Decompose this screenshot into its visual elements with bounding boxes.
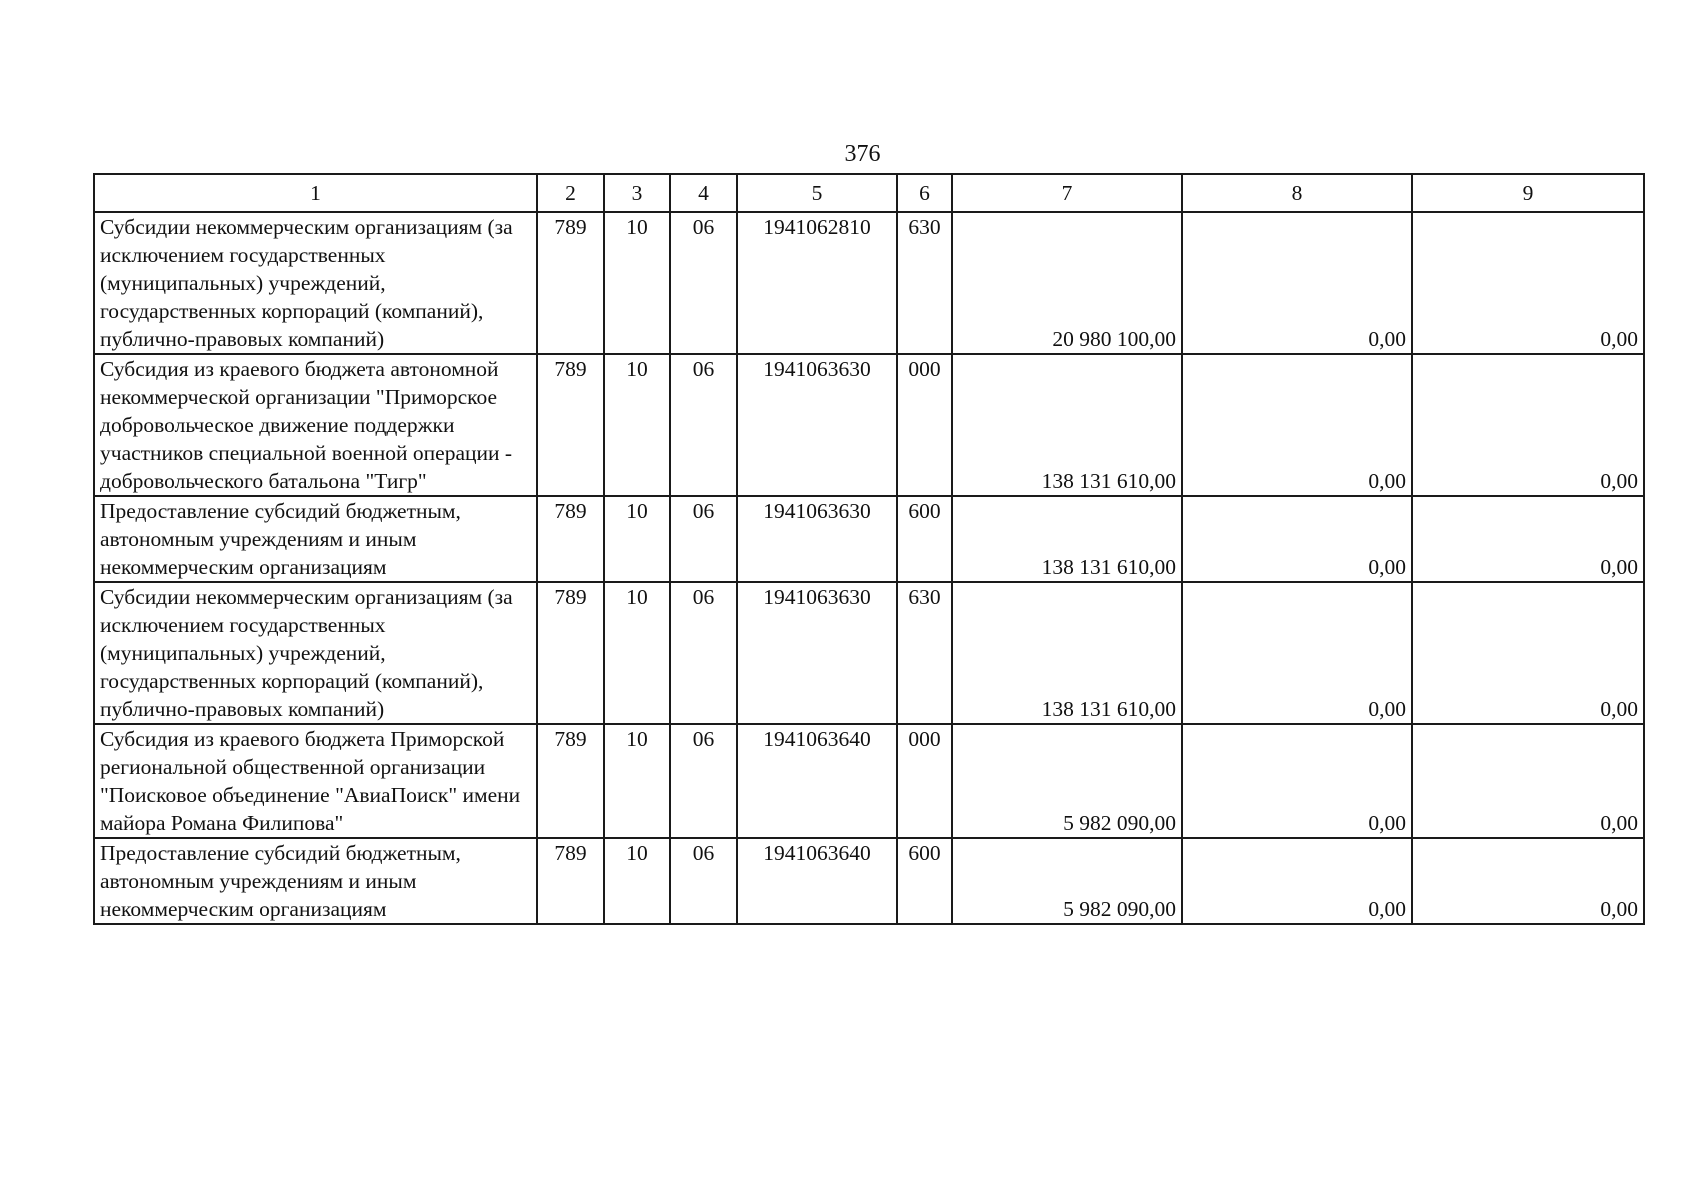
row-code-subsection: 06 (670, 582, 737, 724)
table-row (94, 724, 1644, 838)
header-cell-6: 6 (897, 174, 952, 212)
row-name: Субсидии некоммерческим организациям (за исключением государственных (муниципальных) учреждений, государственных корпораций (компаний), публично-правовых компаний) (94, 212, 537, 354)
row-name: Субсидия из краевого бюджета Приморской региональной общественной организации "Поисковое объединение "АвиаПоиск" имени майора Романа Филипова" (94, 724, 537, 838)
row-sum-7: 138 131 610,00 (952, 496, 1182, 582)
row-sum-9: 0,00 (1412, 212, 1644, 354)
row-sum-9: 0,00 (1412, 724, 1644, 838)
header-row (94, 174, 1644, 212)
header-cell-5: 5 (737, 174, 897, 212)
row-code-section: 10 (604, 582, 670, 724)
row-sum-7: 20 980 100,00 (952, 212, 1182, 354)
row-code-section: 10 (604, 496, 670, 582)
row-sum-8: 0,00 (1182, 496, 1412, 582)
header-cell-1: 1 (94, 174, 537, 212)
row-code-section: 10 (604, 724, 670, 838)
page-number: 376 (844, 141, 881, 167)
row-sum-8: 0,00 (1182, 724, 1412, 838)
row-sum-9: 0,00 (1412, 354, 1644, 496)
table-row (94, 496, 1644, 582)
row-sum-8: 0,00 (1182, 838, 1412, 924)
row-code-article: 1941062810 (737, 212, 897, 354)
row-sum-8: 0,00 (1182, 212, 1412, 354)
header-cell-3: 3 (604, 174, 670, 212)
row-sum-7: 5 982 090,00 (952, 838, 1182, 924)
row-code-expense-type: 000 (897, 724, 952, 838)
row-code-expense-type: 630 (897, 212, 952, 354)
row-code-ministry: 789 (537, 724, 604, 838)
row-sum-9: 0,00 (1412, 582, 1644, 724)
row-code-article: 1941063630 (737, 496, 897, 582)
row-name: Предоставление субсидий бюджетным, автономным учреждениям и иным некоммерческим организациям (94, 838, 537, 924)
header-cell-4: 4 (670, 174, 737, 212)
row-sum-8: 0,00 (1182, 354, 1412, 496)
row-sum-7: 138 131 610,00 (952, 582, 1182, 724)
row-code-section: 10 (604, 354, 670, 496)
row-code-section: 10 (604, 212, 670, 354)
row-code-article: 1941063640 (737, 724, 897, 838)
header-cell-7: 7 (952, 174, 1182, 212)
row-code-ministry: 789 (537, 212, 604, 354)
row-code-ministry: 789 (537, 354, 604, 496)
row-code-subsection: 06 (670, 212, 737, 354)
table-row (94, 582, 1644, 724)
row-sum-9: 0,00 (1412, 496, 1644, 582)
row-code-expense-type: 600 (897, 838, 952, 924)
row-sum-8: 0,00 (1182, 582, 1412, 724)
row-code-subsection: 06 (670, 724, 737, 838)
row-sum-7: 5 982 090,00 (952, 724, 1182, 838)
row-code-ministry: 789 (537, 838, 604, 924)
row-name: Субсидии некоммерческим организациям (за исключением государственных (муниципальных) учреждений, государственных корпораций (компаний), публично-правовых компаний) (94, 582, 537, 724)
row-code-expense-type: 600 (897, 496, 952, 582)
table-row (94, 212, 1644, 354)
row-code-expense-type: 630 (897, 582, 952, 724)
budget-table (93, 173, 1645, 925)
row-code-ministry: 789 (537, 496, 604, 582)
header-cell-2: 2 (537, 174, 604, 212)
row-name: Предоставление субсидий бюджетным, автономным учреждениям и иным некоммерческим организациям (94, 496, 537, 582)
row-code-subsection: 06 (670, 838, 737, 924)
row-sum-7: 138 131 610,00 (952, 354, 1182, 496)
row-code-expense-type: 000 (897, 354, 952, 496)
row-code-ministry: 789 (537, 582, 604, 724)
row-code-article: 1941063640 (737, 838, 897, 924)
row-code-article: 1941063630 (737, 582, 897, 724)
row-name: Субсидия из краевого бюджета автономной некоммерческой организации "Приморское добровольческое движение поддержки участников специальной военной операции - добровольческого батальона "Тигр" (94, 354, 537, 496)
row-code-section: 10 (604, 838, 670, 924)
header-cell-9: 9 (1412, 174, 1644, 212)
table-row (94, 354, 1644, 496)
table-row (94, 838, 1644, 924)
header-cell-8: 8 (1182, 174, 1412, 212)
row-sum-9: 0,00 (1412, 838, 1644, 924)
row-code-subsection: 06 (670, 496, 737, 582)
row-code-subsection: 06 (670, 354, 737, 496)
row-code-article: 1941063630 (737, 354, 897, 496)
